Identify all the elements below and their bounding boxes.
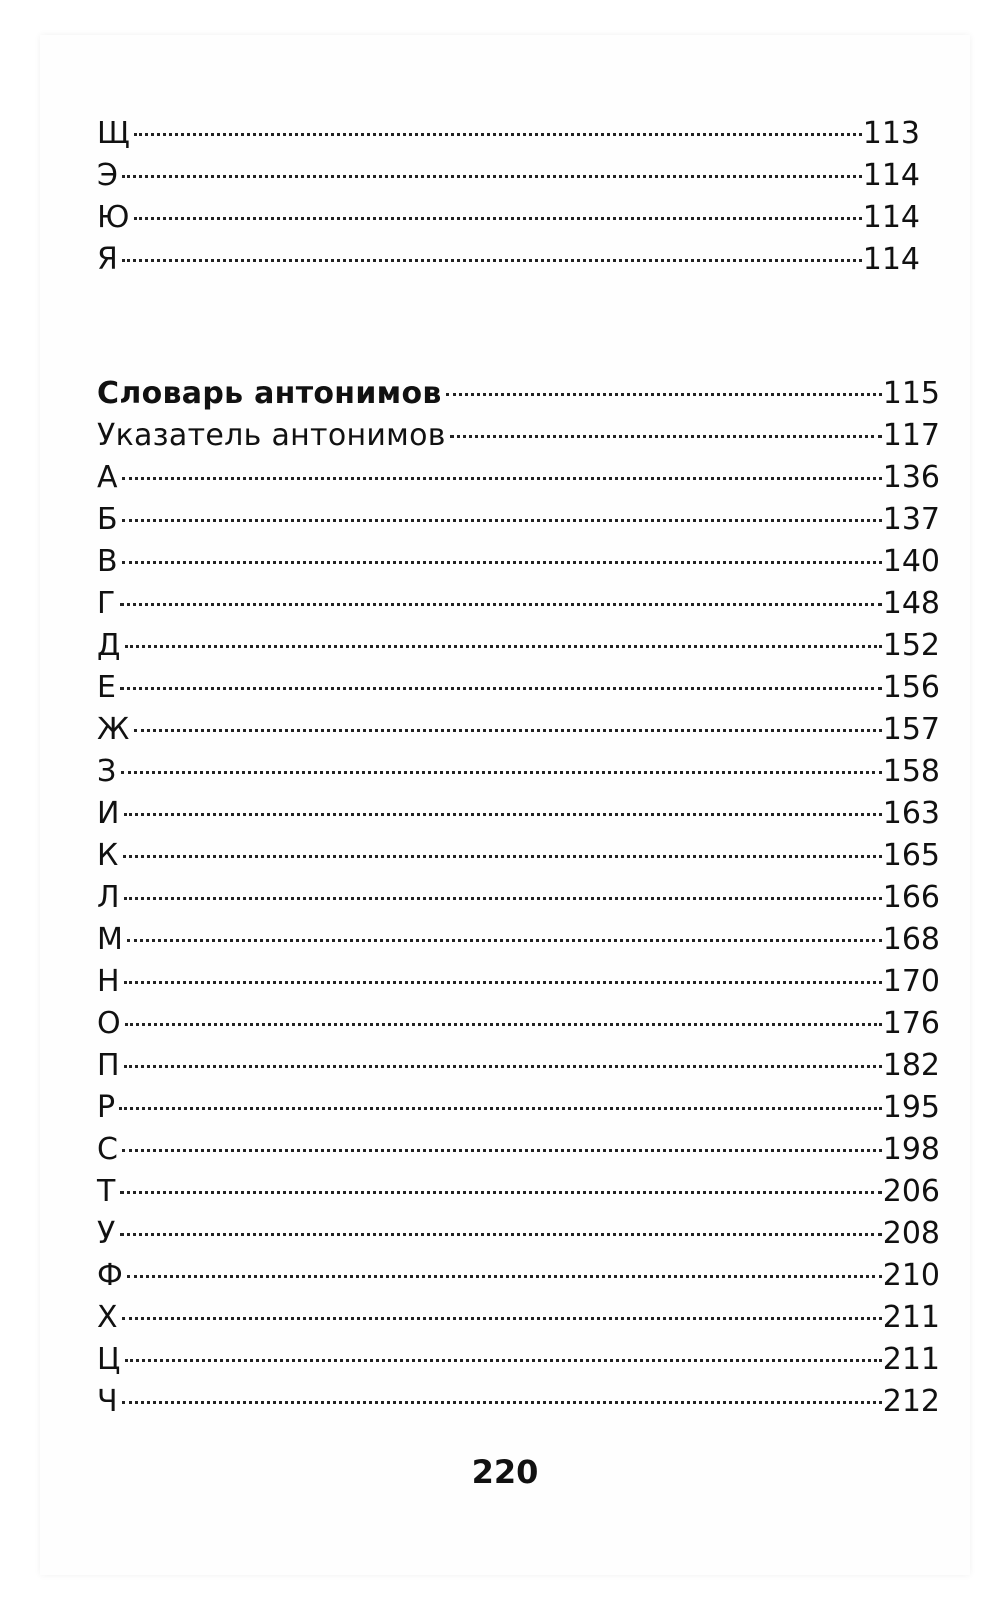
toc-entry-label: К xyxy=(97,838,119,873)
toc-entry xyxy=(97,625,940,667)
dot-leader xyxy=(120,1191,882,1194)
dot-leader xyxy=(122,561,882,564)
toc-entry xyxy=(97,1129,940,1171)
toc-entry-page: 152 xyxy=(882,628,940,663)
toc-entry xyxy=(97,1003,940,1045)
dot-leader xyxy=(120,687,881,690)
toc-entry-page: 166 xyxy=(882,880,940,915)
toc-entry-label: С xyxy=(97,1132,119,1167)
toc-entry xyxy=(97,793,940,835)
dot-leader xyxy=(446,393,882,396)
toc-entry xyxy=(97,1213,940,1255)
toc-entry xyxy=(97,1297,940,1339)
toc-entry-page: 115 xyxy=(882,376,940,411)
dot-leader xyxy=(124,981,882,984)
dot-leader xyxy=(122,1149,881,1152)
toc-entry-page: 176 xyxy=(882,1006,940,1041)
toc-entry xyxy=(97,1171,940,1213)
dot-leader xyxy=(122,175,861,178)
dot-leader xyxy=(127,939,882,942)
toc-entry-label: Ч xyxy=(97,1384,118,1419)
toc-entry-label: Г xyxy=(97,586,116,621)
toc-entry xyxy=(97,239,920,281)
dot-leader xyxy=(122,1401,882,1404)
toc-entry-label: Ю xyxy=(97,200,130,235)
toc-entry-page: 156 xyxy=(882,670,940,705)
toc-entry xyxy=(97,1339,940,1381)
toc-heading-label: Словарь антонимов xyxy=(97,376,442,411)
toc-entry-label: В xyxy=(97,544,118,579)
toc-entry xyxy=(97,541,940,583)
toc-entry-label: Щ xyxy=(97,116,131,151)
dot-leader xyxy=(122,519,882,522)
toc-entry-label: П xyxy=(97,1048,120,1083)
toc-entry xyxy=(97,709,940,751)
toc-entry xyxy=(97,877,940,919)
toc-entry-page: 212 xyxy=(882,1384,940,1419)
toc-subheading-entry xyxy=(97,415,940,457)
toc-entry xyxy=(97,457,940,499)
toc-entry-page: 140 xyxy=(882,544,940,579)
dot-leader xyxy=(120,603,882,606)
toc-entry-page: 136 xyxy=(882,460,940,495)
toc-entry-page: 211 xyxy=(882,1342,940,1377)
toc-entry xyxy=(97,919,940,961)
toc-entry-label: Ц xyxy=(97,1342,121,1377)
toc-entry-label: У xyxy=(97,1216,116,1251)
toc-entry-label: Т xyxy=(97,1174,116,1209)
toc-entry xyxy=(97,1255,940,1297)
toc-entry-page: 148 xyxy=(882,586,940,621)
toc-entry xyxy=(97,197,920,239)
toc-entry-label: Ф xyxy=(97,1258,124,1293)
toc-entry-page: 165 xyxy=(882,838,940,873)
toc-entry-page: 157 xyxy=(882,712,940,747)
dot-leader xyxy=(121,771,882,774)
toc-entry xyxy=(97,751,940,793)
dot-leader xyxy=(122,259,862,262)
dot-leader xyxy=(122,477,882,480)
toc-entry xyxy=(97,155,920,197)
dot-leader xyxy=(124,897,882,900)
toc-entry-page: 182 xyxy=(882,1048,940,1083)
toc-entry xyxy=(97,1087,940,1129)
toc-entry-label: Д xyxy=(97,628,121,663)
toc-entry-label: А xyxy=(97,460,118,495)
dot-leader xyxy=(119,1107,881,1110)
toc-entry-label: Р xyxy=(97,1090,116,1125)
toc-entry-page: 114 xyxy=(862,158,920,193)
toc-entry-page: 170 xyxy=(882,964,940,999)
dot-leader xyxy=(124,813,882,816)
toc-entry-label: О xyxy=(97,1006,121,1041)
toc-entry-label: Н xyxy=(97,964,120,999)
toc-entry-page: 168 xyxy=(882,922,940,957)
toc-entry-page: 198 xyxy=(882,1132,940,1167)
dot-leader xyxy=(124,1065,882,1068)
toc-entry-label: Б xyxy=(97,502,118,537)
dot-leader xyxy=(134,729,882,732)
toc-entry-page: 114 xyxy=(862,200,920,235)
toc-entry-page: 208 xyxy=(882,1216,940,1251)
toc-entry-page: 210 xyxy=(882,1258,940,1293)
dot-leader xyxy=(134,133,862,136)
toc-entry-page: 113 xyxy=(862,116,920,151)
toc-entry-label: Х xyxy=(97,1300,118,1335)
toc-entry xyxy=(97,499,940,541)
book-page xyxy=(40,35,970,1575)
toc-entry-label: Указатель антонимов xyxy=(97,418,446,453)
toc-entry xyxy=(97,961,940,1003)
toc-entry xyxy=(97,583,940,625)
toc-entry-label: И xyxy=(97,796,120,831)
toc-entry-label: Л xyxy=(97,880,120,915)
toc-entry-label: М xyxy=(97,922,124,957)
toc-entry-page: 137 xyxy=(882,502,940,537)
dot-leader xyxy=(120,1233,882,1236)
toc-heading-entry xyxy=(97,373,940,415)
dot-leader xyxy=(122,1317,882,1320)
toc-entry xyxy=(97,113,920,155)
toc-entry-page: 114 xyxy=(862,242,920,277)
dot-leader xyxy=(125,1359,882,1362)
toc-entry-label: Я xyxy=(97,242,119,277)
toc-entry-page: 163 xyxy=(882,796,940,831)
toc-entry xyxy=(97,1045,940,1087)
toc-entry-page: 158 xyxy=(882,754,940,789)
dot-leader xyxy=(134,217,862,220)
toc-entry-label: Е xyxy=(97,670,117,705)
toc-entry-label: Э xyxy=(97,158,119,193)
dot-leader xyxy=(123,855,882,858)
toc-entry xyxy=(97,835,940,877)
dot-leader xyxy=(450,435,882,438)
dot-leader xyxy=(125,645,882,648)
toc-entry-page: 117 xyxy=(882,418,940,453)
toc-entry-label: З xyxy=(97,754,117,789)
page-number: 220 xyxy=(471,1453,539,1491)
toc-entry-page: 206 xyxy=(882,1174,940,1209)
toc-entry-label: Ж xyxy=(97,712,130,747)
dot-leader xyxy=(125,1023,882,1026)
dot-leader xyxy=(127,1275,882,1278)
toc-entry-page: 195 xyxy=(882,1090,940,1125)
toc-entry-page: 211 xyxy=(882,1300,940,1335)
toc-entry xyxy=(97,667,940,709)
toc-entry xyxy=(97,1381,940,1423)
